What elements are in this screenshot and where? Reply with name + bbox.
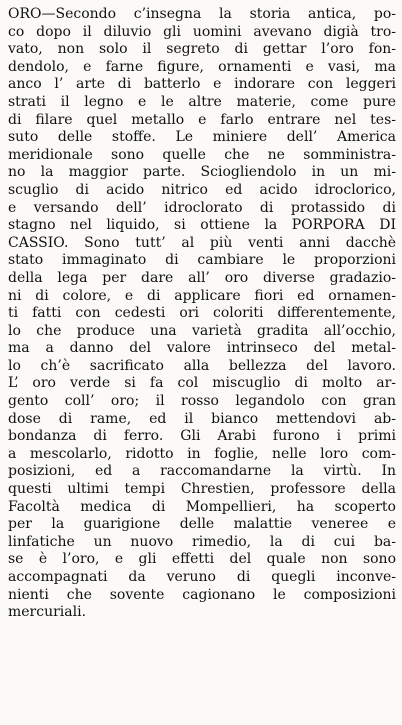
text-line: linfatiche un nuovo rimedio, la di cui ba- [8,533,396,550]
text-line: e versando dell’ idroclorato di protassido di [8,199,396,216]
text-line: se è l’oro, e gli effetti del quale non sono [8,551,396,568]
text-line: CASSIO. Sono tutt’ al più venti anni dacchè [8,234,396,251]
text-line: dose di rame, ed il bianco mettendovi ab- [8,410,396,427]
text-line: ni di colore, e di applicare fiori ed ornamen- [8,287,396,304]
text-line: vato, non solo il segreto di gettar l’oro fon- [8,41,396,58]
text-line: scuglio di acido nitrico ed acido idroclorico, [8,181,396,198]
text-line: ti fatti con cedesti ori coloriti differentemente, [8,305,396,322]
text-line: dendolo, e farne figure, ornamenti e vasi, ma [8,58,396,75]
text-line: gento coll’ oro; il rosso legandolo con gran [8,393,396,410]
text-line: mercuriali. [8,604,87,621]
text-line: questi ultimi tempi Chrestien, professore della [8,481,396,498]
text-line: lo che produce una varietà gradita all’occhio, [8,322,396,339]
text-line: lo ch’è sacrificato alla bellezza del lavoro. [8,357,396,374]
text-line: stagno nel liquido, si ottiene la PORPORA DI [8,217,396,234]
text-line: anco l’ arte di batterlo e indorare con leggeri [8,76,396,93]
text-line: ORO—Secondo c’insegna la storia antica, po- [8,6,396,22]
text-line: strati il legno e le altre materie, come pure [8,93,396,110]
text-line: Facoltà medica di Mompellieri, ha scoperto [8,498,396,515]
text-line: posizioni, ed a raccomandarne la virtù. In [8,463,396,480]
text-line: L’ oro verde si fa col miscuglio di molto ar- [8,375,396,392]
text-line: suto delle stoffe. Le miniere dell’ America [8,129,396,146]
text-line: nienti che sovente cagionano le composizioni [8,586,396,603]
article-oro [8,6,396,622]
text-line: ma a danno del valore intrinseco del metal- [8,340,396,357]
text-line: meridionale sono quelle che ne somministra- [8,146,396,163]
text-line: di filare quel metallo e farlo entrare nel tes- [8,111,396,128]
text-line: stato immaginato di cambiare le proporzioni [8,252,396,269]
text-line: della lega per dare all’ oro diverse gradazio- [8,269,396,286]
text-line: a mescolarlo, ridotto in foglie, nelle loro com- [8,445,396,462]
text-line: accompagnati da veruno di quegli inconve- [8,569,396,585]
text-line: co dopo il diluvio gli uomini avevano digià tro- [8,23,396,40]
text-line: per la guarigione delle malattie veneree e [8,516,396,533]
text-line: no la maggior parte. Sciogliendolo in un mi- [8,164,396,181]
text-line: bondanza di ferro. Gli Arabi furono i primi [8,428,396,445]
